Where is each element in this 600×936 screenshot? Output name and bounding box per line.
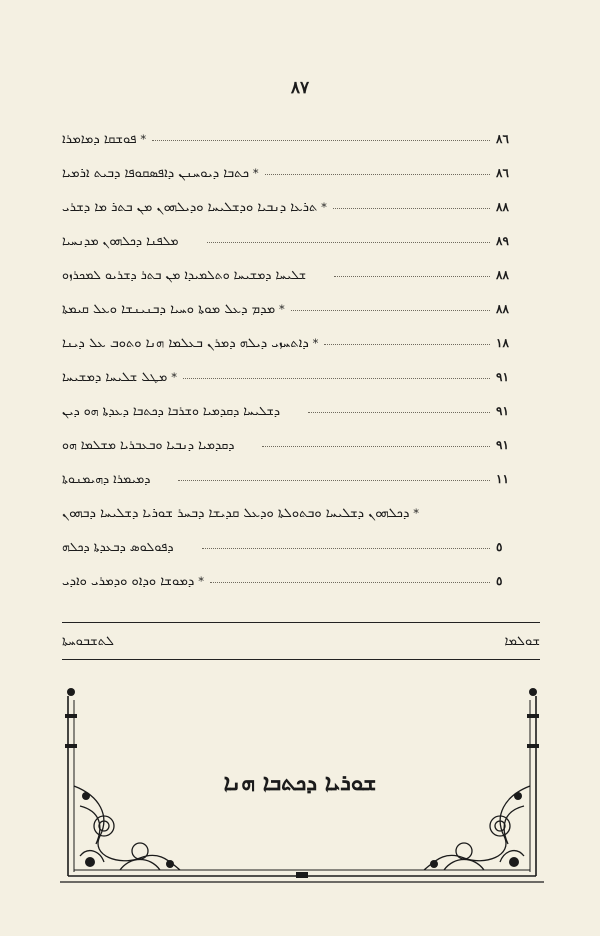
toc-page-number: ٩١ (496, 370, 509, 384)
toc-row (62, 152, 540, 186)
toc-title: ܡܠܦܢܐ ܕܟܠܗܘܢ ܡܕܢܚܝܐ (62, 233, 179, 248)
asterisk-mark: * (171, 371, 177, 384)
toc-page-number: ٨٨ (496, 302, 509, 316)
toc-title: ܕܡܘܫܐ ܘܕܐܘ ܘܕܡܪܝ ܘܐܕܝ (62, 574, 195, 589)
toc-title: ܦܘܫܩܐ ܕܡܐܡܪܐ (62, 132, 137, 147)
leader-dots (265, 174, 491, 175)
toc-page-number: ٨٦ (496, 166, 509, 180)
toc-title: ܕܫܠܝܚܐ ܕܩܕܡܝܐ ܘܫܪܒܐ ܕܟܬܒܐ ܕܥܕܬܐ ܗܘ ܕܝܢ (62, 403, 281, 418)
toc-row (62, 526, 540, 560)
toc-title: ܕܟܠܗܘܢ ܕܫܠܝܚܐ ܘܒܬܘܠܬܐ ܘܕܥܠ ܩܕܝܫܐ ܕܒܚܪ ܫܘܪܝܐ ܕܫܠܝܚܐ ܕܒܗܘܢ (62, 506, 410, 521)
leader-dots (152, 140, 490, 141)
asterisk-mark: * (253, 167, 259, 180)
toc-row (62, 288, 540, 322)
toc-page-number: ١٨ (496, 336, 509, 350)
toc-row (62, 254, 540, 288)
toc-title: ܕܡܝܡܪܐ ܕܗܝܡܢܘܬܐ (62, 471, 151, 486)
toc-page-number: ٨٨ (496, 268, 509, 282)
footer-row (62, 624, 540, 658)
leader-dots (210, 582, 490, 583)
toc-page-number: ٥ (496, 540, 503, 554)
toc-page-number: ٥ (496, 574, 503, 588)
toc-row (62, 458, 540, 492)
asterisk-mark: * (312, 337, 319, 350)
toc-title: ܕܦܘܠܘܣ ܕܒܥܕܬܐ ܕܟܠܗ (62, 539, 174, 554)
toc-title: ܕܩܕܡܝܐ ܕܢܒܝܐ ܘܒܥܒܪܝܐ ܡܫܠܡܐ ܗܘ (62, 437, 235, 452)
footer-left-label: ܠܬܫܒܘܚܬܐ (62, 633, 115, 649)
leader-dots (262, 446, 490, 447)
asterisk-mark: * (413, 507, 419, 520)
toc-row (62, 560, 540, 594)
leader-dots (178, 480, 490, 481)
leader-dots (202, 548, 490, 549)
toc-row (62, 186, 540, 220)
page-number: ٨٧ (290, 78, 310, 98)
leader-dots (291, 310, 490, 311)
toc-row (62, 424, 540, 458)
leader-dots (324, 344, 490, 345)
toc-page-number: ٨٨ (496, 200, 509, 214)
toc-row (62, 220, 540, 254)
asterisk-mark: * (321, 201, 327, 214)
asterisk-mark: * (279, 303, 285, 316)
ornament-title: ܫܘܪܝܐ ܕܟܬܒܐ ܗܢܐ (223, 770, 377, 796)
footer-right-label: ܫܘܠܡܐ (504, 633, 540, 649)
leader-dots (207, 242, 491, 243)
toc-page-number (496, 520, 540, 526)
toc-row (62, 118, 540, 152)
leader-dots (334, 276, 490, 277)
leader-dots (333, 208, 490, 209)
toc-title: ܟܬܒܐ ܕܝܘܚܢܢ ܕܐܦܣܩܘܦܐ ܕܒܝܬ ܐܪܡܝܐ (62, 166, 249, 181)
asterisk-mark: * (140, 133, 147, 146)
asterisk-mark: * (198, 575, 204, 588)
toc-page-number: ٨٩ (496, 234, 509, 248)
toc-page-number: ٩١ (496, 404, 509, 418)
toc-row (62, 390, 540, 424)
divider-top (62, 622, 540, 623)
toc-page-number: ١١ (496, 472, 509, 486)
leader-dots (308, 412, 490, 413)
divider-bottom (62, 659, 540, 660)
toc-row (62, 356, 540, 390)
leader-dots (183, 378, 490, 379)
toc-page-number: ٨٦ (496, 132, 509, 146)
toc-title: ܫܠܝܚܐ ܕܡܫܝܚܐ ܘܬܠܡܝܕܐ ܡܢ ܒܬܪ ܕܫܪܝܘ ܠܡܟܪܙܘ (62, 267, 307, 282)
toc-title: ܕܐܬܚܙܝ ܕܝܠܗ ܕܡܪܢ ܒܥܠܡܐ ܗܢܐ ܘܬܘܒ ܥܠ ܕܝܢܐ (62, 336, 309, 351)
toc-title: ܡܕܡ ܕܥܠ ܡܘܬܐ ܘܚܝܐ ܕܒܢܝܢܫܐ ܘܥܠ ܩܝܡܬܐ (62, 302, 276, 317)
toc-title: ܡܛܠ ܫܠܝܚܐ ܕܡܫܝܚܐ (62, 370, 168, 385)
table-of-contents (62, 118, 540, 594)
toc-title: ܬܪܥܐ ܕܢܒܝܐ ܘܕܫܠܝܚܐ ܘܕܝܠܗܘܢ ܡܢ ܒܬܪ ܡܐ ܕܫܪܝ (62, 200, 318, 215)
toc-row (62, 322, 540, 356)
toc-row (62, 492, 540, 526)
toc-page-number: ٩١ (496, 438, 509, 452)
